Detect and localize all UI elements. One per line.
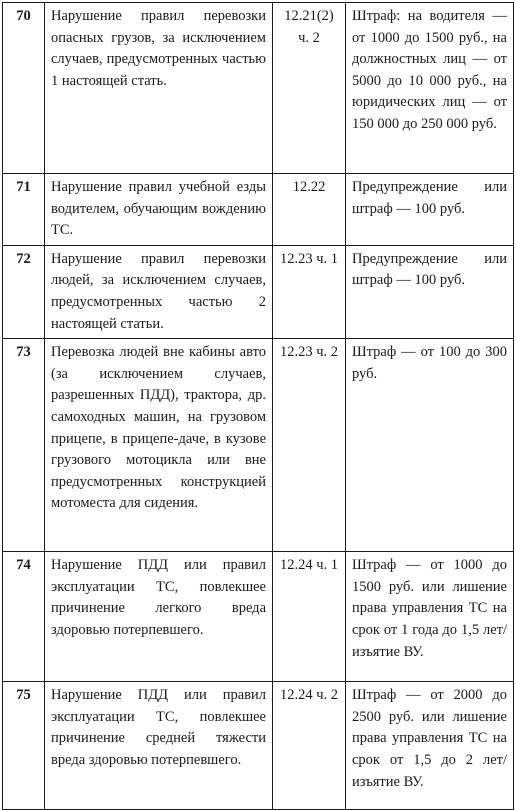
violation-description: Нарушение ПДД или правил эксплуатации ТС, повлекшее причинение легкого вреда здоровью потерпевшего. [45,552,273,682]
penalty-text: Штраф — от 2000 до 2500 руб. или лишение права управления ТС на срок от 1,5 до 2 лет/ изъятие ВУ. [346,682,514,810]
article-reference [273,339,346,552]
fines-table [2,2,514,810]
table-row [3,552,514,682]
fines-table-body [3,3,514,810]
row-number: 75 [3,682,45,810]
row-number: 72 [3,245,45,338]
article-line: 12.23 ч. 1 [279,250,339,267]
article-line: ч. 2 [298,29,320,46]
article-reference [273,245,346,338]
article-reference [273,682,346,810]
penalty-text: Предупреждение или штраф — 100 руб. [346,245,514,338]
violation-description: Нарушение правил учебной езды водителем, обучающим вождению ТС. [45,174,273,246]
row-number: 73 [3,339,45,552]
table-row [3,245,514,338]
penalty-text: Штраф — от 1000 до 1500 руб. или лишение права управления ТС на срок от 1 года до 1,5 лет/ изъятие ВУ. [346,552,514,682]
table-row [3,339,514,552]
row-number: 70 [3,3,45,174]
penalty-text: Штраф: на водителя — от 1000 до 1500 руб., на должностных лиц — от 5000 до 10 000 руб., на юридических лиц — от 150 000 до 250 000 руб. [346,3,514,174]
table-row [3,3,514,174]
article-reference [273,552,346,682]
table-row [3,174,514,246]
article-line: 12.21(2) [284,8,334,24]
row-number: 74 [3,552,45,682]
violation-description: Нарушение правил перевозки людей, за исключением случаев, предусмотренных частью 2 настоящей статьи. [45,245,273,338]
row-number: 71 [3,174,45,246]
article-line: 12.24 ч. 2 [279,687,339,704]
violation-description: Нарушение ПДД или правил эксплуатации ТС, повлекшее причинение средней тяжести вреда здоровью потерпевшего. [45,682,273,810]
violation-description: Перевозка людей вне кабины авто (за исключением случаев, разрешенных ПДД), трактора, др. самоходных машин, на грузовом прицепе, в прицепе-даче, в кузове грузового мотоцикла или вне предусмотренных конструкцией мотоместа для сидения. [45,339,273,552]
article-reference [273,174,346,246]
article-line: 12.23 ч. 2 [279,344,339,361]
violation-description: Нарушение правил перевозки опасных грузов, за исключением случаев, предусмотренных частью 1 настоящей стать. [45,3,273,174]
penalty-text: Штраф — от 100 до 300 руб. [346,339,514,552]
article-line: 12.22 [292,179,326,195]
article-reference [273,3,346,174]
article-line: 12.24 ч. 1 [279,557,339,574]
penalty-text: Предупреждение или штраф — 100 руб. [346,174,514,246]
table-row [3,682,514,810]
